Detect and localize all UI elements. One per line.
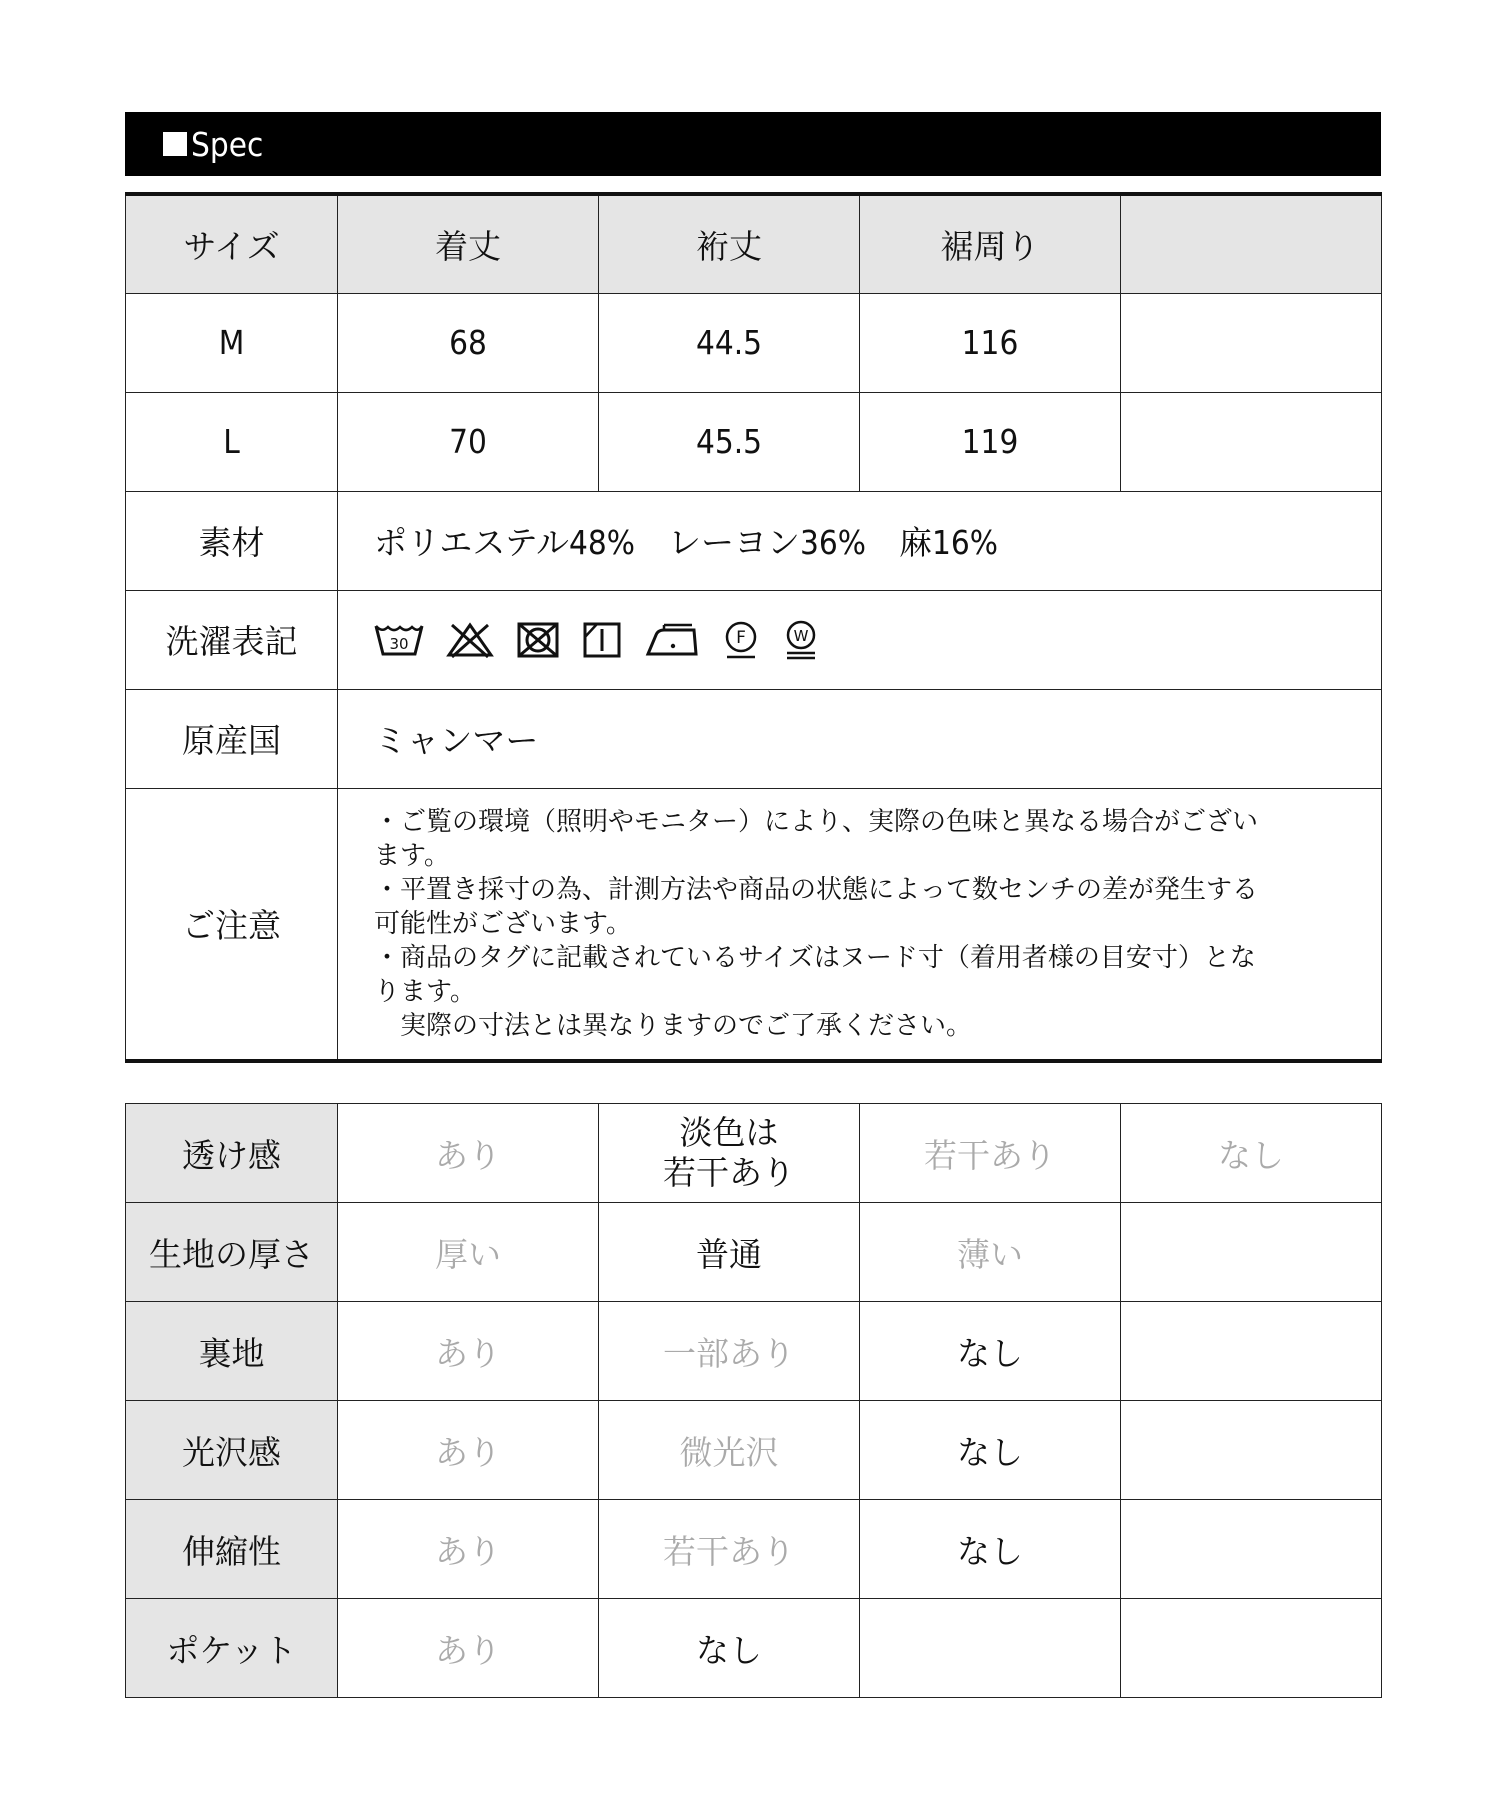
wash-30-icon bbox=[374, 621, 424, 659]
no-tumble-dry-icon bbox=[516, 621, 560, 659]
note-line: ・平置き採寸の為、計測方法や商品の状態によって数センチの差が発生する bbox=[374, 874, 1259, 905]
attr-row-lining bbox=[126, 1302, 1382, 1401]
attr-option: あり bbox=[338, 1302, 599, 1401]
size-header-row bbox=[126, 194, 1382, 293]
attr-option-selected: なし bbox=[860, 1401, 1121, 1500]
attr-row-transparency bbox=[126, 1104, 1382, 1203]
spec-title-bar bbox=[125, 112, 1381, 176]
note-line: 可能性がございます。 bbox=[374, 908, 632, 939]
attr-option-line: 若干あり bbox=[663, 1153, 795, 1192]
header-hem: 裾周り bbox=[860, 194, 1121, 293]
attr-option-selected: なし bbox=[599, 1599, 860, 1698]
care-icons-cell bbox=[338, 590, 1382, 689]
origin-value: ミャンマー bbox=[338, 689, 1382, 788]
attr-option: なし bbox=[1121, 1104, 1382, 1203]
spec-title: Spec bbox=[191, 124, 264, 164]
material-label: 素材 bbox=[126, 491, 338, 590]
attr-option-selected bbox=[599, 1104, 860, 1203]
attr-option: 厚い bbox=[338, 1203, 599, 1302]
material-row bbox=[126, 491, 1382, 590]
attr-row-gloss bbox=[126, 1401, 1382, 1500]
iron-low-icon bbox=[644, 621, 700, 659]
size-value: 119 bbox=[860, 392, 1121, 491]
notes-label: ご注意 bbox=[126, 788, 338, 1061]
attr-option: 薄い bbox=[860, 1203, 1121, 1302]
attr-option: あり bbox=[338, 1599, 599, 1698]
size-value bbox=[1121, 392, 1382, 491]
drip-dry-shade-icon bbox=[582, 621, 622, 659]
size-value: 68 bbox=[338, 293, 599, 392]
no-bleach-icon bbox=[446, 621, 494, 659]
size-value: 44.5 bbox=[599, 293, 860, 392]
attr-label: 裏地 bbox=[126, 1302, 338, 1401]
size-value bbox=[1121, 293, 1382, 392]
attr-option-empty bbox=[1121, 1203, 1382, 1302]
attr-option-empty bbox=[1121, 1401, 1382, 1500]
care-row bbox=[126, 590, 1382, 689]
header-sleeve: 裄丈 bbox=[599, 194, 860, 293]
attr-option-selected: なし bbox=[860, 1302, 1121, 1401]
attr-option: 若干あり bbox=[599, 1500, 860, 1599]
attr-label: 光沢感 bbox=[126, 1401, 338, 1500]
square-bullet-icon bbox=[163, 132, 187, 156]
note-line: ・ご覧の環境（照明やモニター）により、実際の色味と異なる場合がござい bbox=[374, 806, 1259, 837]
attr-label: 伸縮性 bbox=[126, 1500, 338, 1599]
material-value: ポリエステル48% レーヨン36% 麻16% bbox=[338, 491, 1382, 590]
wash-temp: 30 bbox=[389, 634, 409, 653]
attr-row-thickness bbox=[126, 1203, 1382, 1302]
attr-label: 生地の厚さ bbox=[126, 1203, 338, 1302]
note-line: ります。 bbox=[374, 976, 476, 1007]
size-row-m bbox=[126, 293, 1382, 392]
header-size: サイズ bbox=[126, 194, 338, 293]
origin-row bbox=[126, 689, 1382, 788]
attr-label: ポケット bbox=[126, 1599, 338, 1698]
size-row-l bbox=[126, 392, 1382, 491]
attr-row-pocket bbox=[126, 1599, 1382, 1698]
attribute-table bbox=[125, 1103, 1382, 1698]
notes-row bbox=[126, 788, 1382, 1061]
note-line: ます。 bbox=[374, 840, 450, 871]
dry-clean-letter: F bbox=[736, 627, 746, 648]
attr-option-empty bbox=[860, 1599, 1121, 1698]
care-label: 洗濯表記 bbox=[126, 590, 338, 689]
note-line: 実際の寸法とは異なりますのでご了承ください。 bbox=[374, 1010, 973, 1041]
attr-option-selected: 普通 bbox=[599, 1203, 860, 1302]
note-line: ・商品のタグに記載されているサイズはヌード寸（着用者様の目安寸）とな bbox=[374, 942, 1256, 973]
attr-option: 若干あり bbox=[860, 1104, 1121, 1203]
size-label: M bbox=[126, 293, 338, 392]
attr-label: 透け感 bbox=[126, 1104, 338, 1203]
attr-option-line: 淡色は bbox=[679, 1113, 779, 1152]
size-value: 116 bbox=[860, 293, 1121, 392]
header-length: 着丈 bbox=[338, 194, 599, 293]
wet-clean-w-icon bbox=[782, 619, 820, 661]
attr-option-empty bbox=[1121, 1599, 1382, 1698]
size-value: 70 bbox=[338, 392, 599, 491]
size-value: 45.5 bbox=[599, 392, 860, 491]
attr-option-selected: なし bbox=[860, 1500, 1121, 1599]
attr-row-stretch bbox=[126, 1500, 1382, 1599]
attr-option: あり bbox=[338, 1401, 599, 1500]
attr-option-empty bbox=[1121, 1500, 1382, 1599]
attr-option: 微光沢 bbox=[599, 1401, 860, 1500]
dry-clean-f-icon bbox=[722, 620, 760, 660]
attr-option: 一部あり bbox=[599, 1302, 860, 1401]
attr-option-empty bbox=[1121, 1302, 1382, 1401]
header-empty bbox=[1121, 194, 1382, 293]
wet-clean-letter: W bbox=[793, 626, 809, 645]
attr-option: あり bbox=[338, 1500, 599, 1599]
notes-text bbox=[338, 788, 1382, 1061]
size-label: L bbox=[126, 392, 338, 491]
attr-option: あり bbox=[338, 1104, 599, 1203]
origin-label: 原産国 bbox=[126, 689, 338, 788]
spec-table bbox=[125, 192, 1382, 1063]
